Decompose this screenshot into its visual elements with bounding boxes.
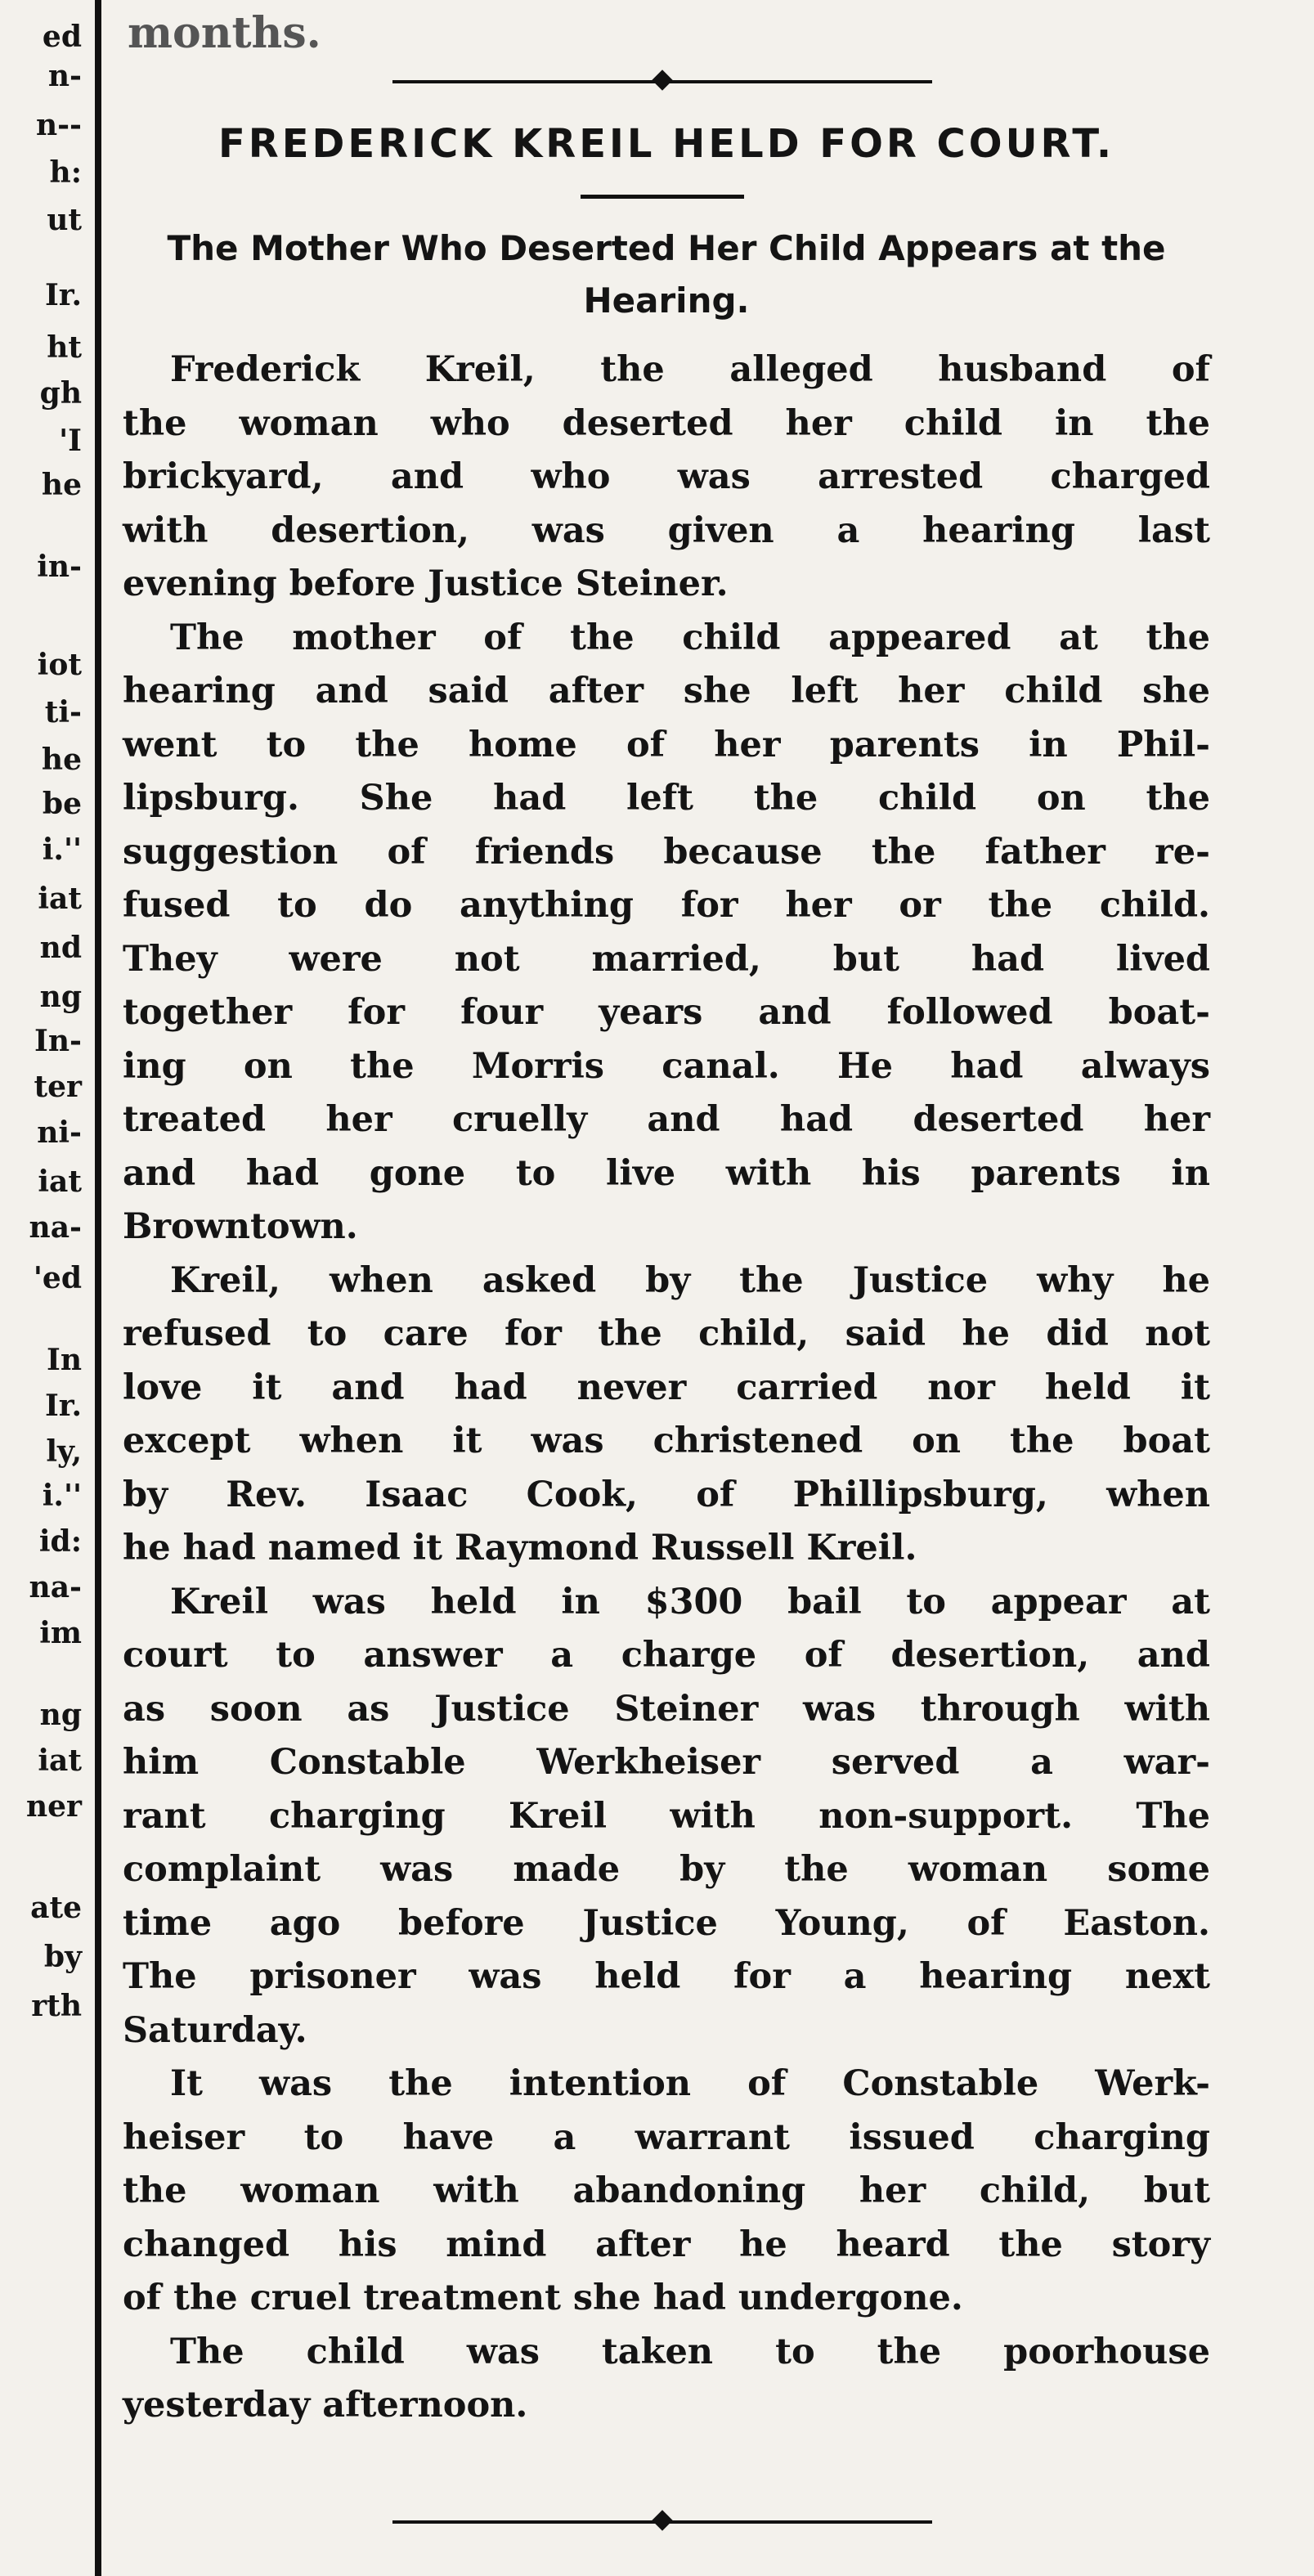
text-line: time ago before Justice Young, of Easton.: [123, 1902, 1210, 1944]
bottom-divider: [392, 2520, 932, 2524]
text-line: brickyard, and who was arrested charged: [123, 456, 1210, 497]
adjacent-column-fragment: nd: [39, 931, 82, 965]
text-line: changed his mind after he heard the story: [123, 2224, 1210, 2265]
text-line: complaint was made by the woman some: [123, 1849, 1210, 1890]
adjacent-column-fragment: i.'': [42, 1479, 82, 1513]
adjacent-column-fragment: In-: [34, 1024, 82, 1058]
text-line: the woman who deserted her child in the: [123, 402, 1210, 444]
text-line: hearing and said after she left her child she: [123, 671, 1210, 711]
text-line: rant charging Kreil with non-support. The: [123, 1795, 1210, 1837]
text-line: Kreil was held in $300 bail to appear at: [170, 1581, 1210, 1622]
paragraph: [123, 343, 1210, 612]
paragraph: [123, 2326, 1210, 2433]
text-line: him Constable Werkheiser served a war-: [123, 1742, 1210, 1783]
text-line: except when it was christened on the boat: [123, 1420, 1210, 1461]
adjacent-column-fragment: iat: [38, 882, 82, 916]
text-line: refused to care for the child, said he did not: [123, 1313, 1210, 1354]
adjacent-column-fragment: ly,: [46, 1434, 82, 1469]
adjacent-column-fragment: Ir.: [44, 278, 82, 312]
divider-ornament: [652, 2510, 672, 2530]
text-line: the woman with abandoning her child, but: [123, 2170, 1210, 2211]
text-line: The child was taken to the poorhouse: [170, 2331, 1210, 2372]
adjacent-column-fragment: ng: [39, 1698, 82, 1732]
adjacent-column-fragment: In: [46, 1343, 82, 1377]
adjacent-column-fragment: rth: [31, 1989, 82, 2023]
previous-article-tail: months.: [128, 8, 321, 58]
adjacent-column-fragment: iat: [38, 1744, 82, 1778]
headline-rule: [581, 195, 744, 199]
adjacent-column-fragment: na-: [29, 1210, 82, 1245]
adjacent-column-fragment: ng: [39, 980, 82, 1014]
adjacent-column-fragment: by: [43, 1940, 82, 1974]
adjacent-column-fragment: ed: [42, 20, 82, 54]
text-line: love it and had never carried nor held it: [123, 1367, 1210, 1408]
adjacent-column-fragment: gh: [39, 376, 82, 411]
paragraph: [123, 2058, 1210, 2326]
adjacent-column-fragment: iot: [37, 648, 82, 682]
paragraph: [123, 1576, 1210, 2058]
adjacent-column-fragment: in-: [37, 550, 82, 584]
adjacent-column-fragment: ter: [34, 1070, 82, 1104]
text-line: court to answer a charge of desertion, and: [123, 1635, 1210, 1676]
text-line: Browntown.: [123, 1206, 358, 1247]
adjacent-column-fragment: be: [42, 787, 82, 821]
adjacent-column-fragment: ti-: [44, 695, 82, 729]
article-body: [123, 343, 1210, 2433]
adjacent-column-fragment: he: [41, 468, 82, 502]
subhead: The Mother Who Deserted Her Child Appears at the Hearing.: [167, 228, 1166, 321]
text-line: suggestion of friends because the father re-: [123, 831, 1210, 873]
text-line: and had gone to live with his parents in: [123, 1152, 1210, 1194]
text-line: It was the intention of Constable Werk-: [170, 2063, 1210, 2104]
text-line: heiser to have a warrant issued charging: [123, 2116, 1210, 2158]
text-line: They were not married, but had lived: [123, 938, 1210, 980]
adjacent-column-fragments: [0, 0, 92, 2576]
text-line: yesterday afternoon.: [123, 2385, 528, 2426]
text-line: fused to do anything for her or the child.: [123, 885, 1210, 926]
adjacent-column-fragment: i.'': [42, 832, 82, 867]
paragraph: [123, 612, 1210, 1254]
text-line: went to the home of her parents in Phil-: [123, 724, 1210, 765]
text-line: by Rev. Isaac Cook, of Phillipsburg, when: [123, 1474, 1210, 1515]
text-line: with desertion, was given a hearing last: [123, 509, 1210, 551]
text-line: evening before Justice Steiner.: [123, 563, 729, 604]
adjacent-column-fragment: he: [41, 743, 82, 777]
text-line: The mother of the child appeared at the: [170, 617, 1210, 658]
adjacent-column-fragment: im: [39, 1616, 82, 1650]
adjacent-column-fragment: h:: [49, 155, 82, 190]
column-rule: [95, 0, 101, 2576]
text-line: lipsburg. She had left the child on the: [123, 778, 1210, 819]
text-line: Saturday.: [123, 2009, 307, 2051]
adjacent-column-fragment: n-: [47, 59, 82, 93]
text-line: of the cruel treatment she had undergone.: [123, 2278, 963, 2318]
adjacent-column-fragment: ht: [47, 330, 82, 365]
text-line: together for four years and followed boat-: [123, 992, 1210, 1033]
adjacent-column-fragment: Ir.: [44, 1389, 82, 1423]
adjacent-column-fragment: 'ed: [33, 1261, 82, 1295]
headline: FREDERICK KREIL HELD FOR COURT.: [218, 121, 1115, 167]
text-line: Kreil, when asked by the Justice why he: [170, 1259, 1210, 1301]
adjacent-column-fragment: na-: [29, 1570, 82, 1604]
adjacent-column-fragment: iat: [38, 1165, 82, 1199]
adjacent-column-fragment: 'I: [59, 424, 82, 458]
text-line: treated her cruelly and had deserted her: [123, 1099, 1210, 1140]
top-divider: [392, 80, 932, 83]
text-line: The prisoner was held for a hearing next: [123, 1956, 1210, 1997]
paragraph: [123, 1254, 1210, 1576]
text-line: Frederick Kreil, the alleged husband of: [170, 349, 1210, 390]
adjacent-column-fragment: ate: [30, 1891, 82, 1925]
adjacent-column-fragment: id:: [38, 1524, 82, 1559]
text-line: as soon as Justice Steiner was through with: [123, 1688, 1210, 1730]
text-line: ing on the Morris canal. He had always: [123, 1045, 1210, 1087]
text-line: he had named it Raymond Russell Kreil.: [123, 1528, 917, 1568]
adjacent-column-fragment: n--: [35, 108, 82, 142]
adjacent-column-fragment: ut: [47, 203, 82, 237]
adjacent-column-fragment: ni-: [37, 1115, 82, 1150]
divider-ornament: [652, 70, 672, 90]
adjacent-column-fragment: ner: [25, 1789, 82, 1824]
